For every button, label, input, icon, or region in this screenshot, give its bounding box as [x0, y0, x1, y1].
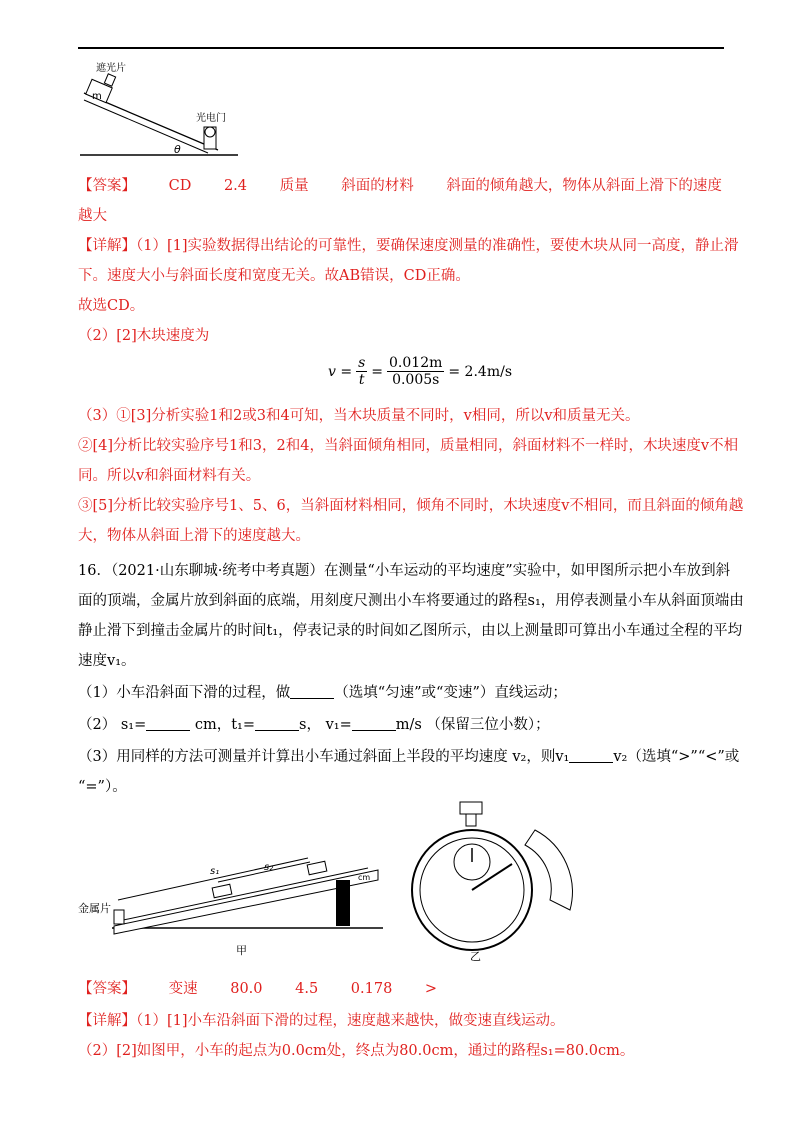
detail-15-line: ②[4]分析比较实验序号1和3，2和4，当斜面倾角相同，质量相同，斜面材料不一样时，木块速度v不相: [78, 438, 739, 454]
detail-16-line: （2）[2]如图甲，小车的起点为0.0cm处，终点为80.0cm，通过的路程s₁=80.0cm。: [78, 1043, 635, 1059]
detail-15-line: 同。所以v和斜面材料有关。: [78, 468, 261, 484]
question-16-line: 静止滑下到撞击金属片的时间t₁，停表记录的时间如乙图所示，由以上测量即可算出小车通过全程的平均: [78, 623, 743, 639]
question-16-line: 面的顶端，金属片放到斜面的底端，用刻度尺测出小车将要通过的路程s₁，用停表测量小车从斜面顶端由: [78, 593, 744, 609]
incline-gate-figure: [78, 55, 248, 165]
svg-text:s₂: s₂: [264, 862, 274, 873]
answer-15-cont: 越大: [78, 208, 107, 224]
question-16-line: 16．（2021·山东聊城·统考中考真题）在测量“小车运动的平均速度”实验中，如甲图所示把小车放到斜: [78, 563, 731, 579]
answer-15: 【答案】 CD 2.4 质量 斜面的材料 斜面的倾角越大，物体从斜面上滑下的速度: [78, 178, 722, 194]
detail-15-line: 大，物体从斜面上滑下的速度越大。: [78, 528, 310, 544]
gate-label: 光电门: [196, 113, 226, 124]
detail-15-line: ③[5]分析比较实验序号1、5、6，当斜面材料相同，倾角不同时，木块速度v不相同，而且斜面的倾角越: [78, 498, 744, 514]
metal-label: 金属片: [78, 902, 111, 915]
answer-tag: 【答案】: [78, 178, 136, 194]
figure-caption-jia: 甲: [236, 944, 247, 957]
stopwatch-figure: [410, 800, 620, 965]
blank-field[interactable]: [146, 716, 190, 731]
angle-label: θ: [174, 143, 181, 156]
blank-field[interactable]: [569, 748, 613, 763]
detail-15-line: （2）[2]木块速度为: [78, 328, 210, 344]
svg-text:cm: cm: [358, 873, 371, 882]
detail-15-line: 故选CD。: [78, 298, 145, 314]
detail-15-line: 下。速度大小与斜面长度和宽度无关。故AB错误，CD正确。: [78, 268, 470, 284]
blank-field[interactable]: [352, 716, 396, 731]
ramp-ruler-figure: [78, 830, 398, 960]
shutter-label: 遮光片: [96, 63, 126, 74]
detail-15-line: （3）①[3]分析实验1和2或3和4可知，当木块质量不同时，v相同，所以v和质量无关。: [78, 408, 640, 424]
block-m-label: m: [92, 91, 102, 102]
speed-formula: v = $\frac{s}{t}$ = $\frac{0.012m}{0.005s}$ = 2.4m/s: [328, 355, 512, 388]
blank-field[interactable]: [290, 684, 334, 699]
answer-16: 【答案】 变速 80.0 4.5 0.178 >: [78, 981, 438, 997]
question-16-part1: （1）小车沿斜面下滑的过程，做 （选填“匀速”或“变速”）直线运动；: [78, 685, 567, 701]
question-16-part2: （2） s₁= cm，t₁= s， v₁= m/s （保留三位小数）；: [78, 717, 550, 733]
blank-field[interactable]: [255, 716, 299, 731]
svg-text:s₁: s₁: [210, 866, 220, 877]
question-16-line: 速度v₁。: [78, 653, 136, 669]
header-rule: [78, 47, 724, 49]
detail-16-line: 【详解】（1）[1]小车沿斜面下滑的过程，速度越来越快，做变速直线运动。: [78, 1013, 565, 1029]
question-16-part3: （3）用同样的方法可测量并计算出小车通过斜面上半段的平均速度 v₂，则v₁ v₂（选填“>”“<”或: [78, 749, 740, 765]
question-16-part3-cont: “=”）。: [78, 779, 127, 795]
detail-15-line: 【详解】（1）[1]实验数据得出结论的可靠性，要确保速度测量的准确性，要使木块从同一高度，静止滑: [78, 238, 739, 254]
answer-tag: 【答案】: [78, 981, 136, 997]
figure-caption-yi: 乙: [470, 950, 481, 963]
